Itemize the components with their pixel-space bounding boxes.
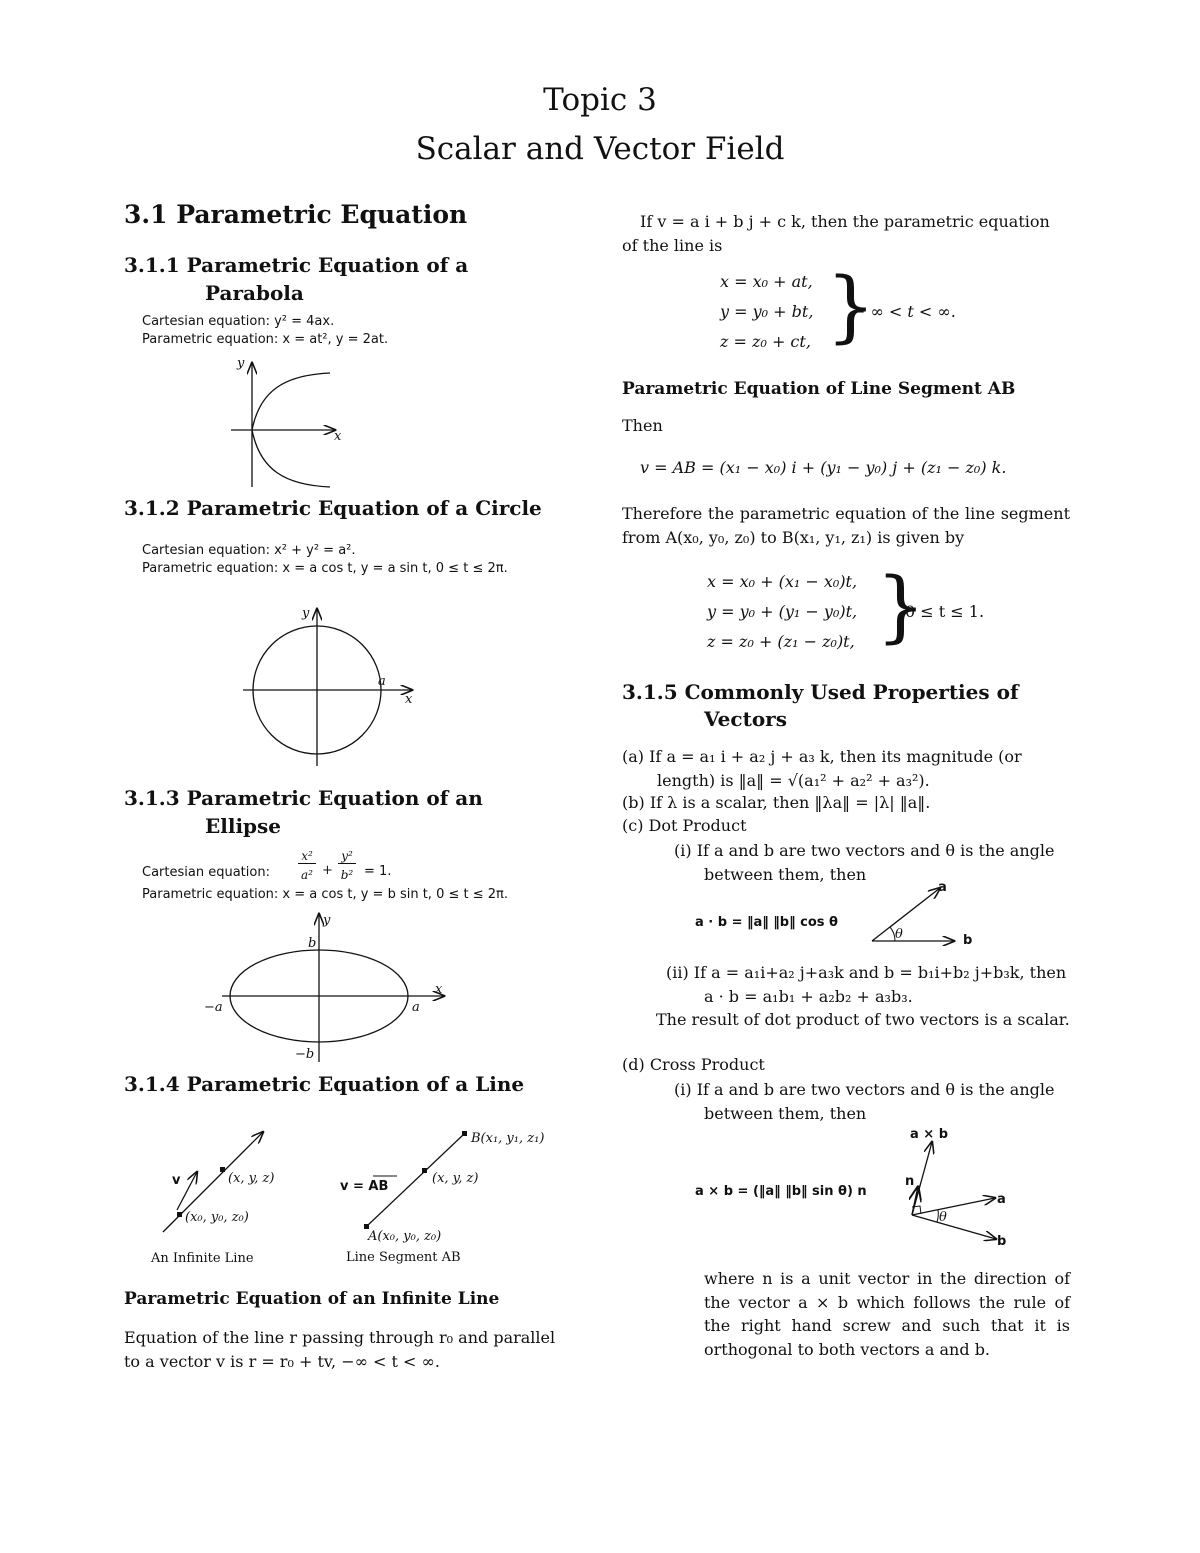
line-figures — [145, 1120, 585, 1270]
subsection-heading-3-1-4: 3.1.4 Parametric Equation of a Line — [124, 1072, 525, 1096]
segment-caption: Line Segment AB — [346, 1250, 461, 1265]
neg-a-label: −a — [204, 1000, 223, 1015]
v-ab-label: v = AB — [340, 1179, 389, 1194]
subsection-heading-3-1-1: 3.1.1 Parametric Equation of a — [124, 253, 469, 277]
item-d: (d) Cross Product — [622, 1055, 765, 1074]
eq-y: y = y₀ + bt, — [720, 302, 814, 321]
x-label: x — [405, 692, 413, 707]
vector-a-arrow — [872, 888, 940, 941]
subsection-heading-3-1-3-cont: Ellipse — [205, 814, 282, 838]
vector-n-arrow — [912, 1187, 918, 1215]
cross-formula: a × b = (‖a‖ ‖b‖ sin θ) n — [695, 1184, 867, 1199]
b-label: b — [308, 936, 317, 951]
subsection-heading-3-1-1-cont: Parabola — [205, 281, 304, 305]
eq-z: z = z₀ + ct, — [720, 332, 811, 351]
seg-range: 0 ≤ t ≤ 1. — [905, 602, 985, 621]
a-label: a — [412, 1000, 420, 1015]
segment-heading: Parametric Equation of Line Segment AB — [622, 379, 1016, 399]
where-text: where n is a unit vector in the direction of the vector a × b which follows the rule of the right hand screw and such that it is orthogonal to both vectors a and b. — [704, 1269, 1070, 1359]
item-c-ii: (ii) If a = a₁i+a₂ j+a₃k and b = b₁i+b₂ j+b₃k, then a · b = a₁b₁ + a₂b₂ + a₃b₃. — [666, 963, 1067, 1006]
point-x0y0z0 — [177, 1212, 182, 1217]
item-c-i: (i) If a and b are two vectors and θ is the angle between them, then — [674, 841, 1055, 884]
page-title: Topic 3 — [543, 82, 657, 118]
vector-a-arrow — [912, 1198, 995, 1215]
dot-formula: a · b = ‖a‖ ‖b‖ cos θ — [695, 915, 838, 930]
v-label: v — [172, 1173, 181, 1188]
circle-parametric: Parametric equation: x = a cos t, y = a sin t, 0 ≤ t ≤ 2π. — [142, 561, 508, 576]
ellipse-parametric: Parametric equation: x = a cos t, y = b sin t, 0 ≤ t ≤ 2π. — [142, 887, 508, 902]
item-a: (a) If a = a₁ i + a₂ j + a₃ k, then its magnitude (or length) is ‖a‖ = √(a₁² + a₂² + a₃²). — [622, 747, 1022, 790]
ellipse-plus: + — [322, 863, 333, 878]
vector-b-arrow — [912, 1215, 996, 1239]
infinite-caption: An Infinite Line — [151, 1251, 254, 1266]
v-ab-equation: v = AB = (x₁ − x₀) i + (y₁ − y₀) j + (z₁ − z₀) k. — [640, 458, 1007, 477]
item-b: (b) If λ is a scalar, then ‖λa‖ = |λ| ‖a‖. — [622, 793, 931, 812]
subsection-heading-3-1-5-cont: Vectors — [704, 707, 787, 731]
cross-product-figure — [900, 1122, 1020, 1247]
x-label: x — [334, 429, 342, 444]
ellipse-equals: = 1. — [364, 864, 392, 879]
dot-a-label: a — [938, 880, 947, 895]
a-label: a — [378, 674, 386, 689]
dot-product-figure — [868, 880, 978, 950]
cross-theta-label: θ — [939, 1210, 947, 1225]
eq-range: − ∞ < t < ∞. — [852, 302, 956, 321]
subsection-heading-3-1-2: 3.1.2 Parametric Equation of a Circle — [124, 496, 542, 520]
cross-b-label: b — [997, 1234, 1007, 1249]
therefore-text: Therefore the parametric equation of the line segment from A(x₀, y₀, z₀) to B(x₁, y₁, z₁) is given by — [622, 504, 1070, 547]
subsection-heading-3-1-5: 3.1.5 Commonly Used Properties of — [622, 680, 1019, 704]
parabola-parametric: Parametric equation: x = at², y = 2at. — [142, 332, 389, 347]
circle-cartesian: Cartesian equation: x² + y² = a². — [142, 543, 356, 558]
seg-eq-z: z = z₀ + (z₁ − z₀)t, — [707, 632, 855, 651]
ellipse-figure — [200, 910, 450, 1065]
infinite-line-heading: Parametric Equation of an Infinite Line — [124, 1289, 500, 1309]
dot-b-label: b — [963, 933, 973, 948]
point-b — [462, 1131, 467, 1136]
page-subtitle: Scalar and Vector Field — [415, 131, 785, 167]
cross-axb-label: a × b — [910, 1127, 949, 1142]
section-heading-3-1: 3.1 Parametric Equation — [124, 200, 468, 229]
eq-x: x = x₀ + at, — [720, 272, 813, 291]
seg-eq-x: x = x₀ + (x₁ − x₀)t, — [707, 572, 858, 591]
cross-a-label: a — [997, 1192, 1006, 1207]
then-text: Then — [622, 416, 663, 435]
point-xyz-seg — [422, 1168, 427, 1173]
a-label: A(x₀, y₀, z₀) — [368, 1229, 442, 1244]
p0-label: (x₀, y₀, z₀) — [185, 1210, 249, 1225]
dot-theta-label: θ — [895, 927, 903, 942]
x-label: x — [435, 982, 443, 997]
parabola-cartesian: Cartesian equation: y² = 4ax. — [142, 314, 335, 329]
point-xyz — [220, 1167, 225, 1172]
item-d-i: (i) If a and b are two vectors and θ is the angle between them, then — [674, 1080, 1055, 1123]
infinite-line-text: Equation of the line r passing through r₀ and parallel to a vector v is r = r₀ + tv, −∞ < t < ∞. — [124, 1328, 556, 1371]
subsection-heading-3-1-3: 3.1.3 Parametric Equation of an — [124, 786, 483, 810]
ellipse-frac2-den: b² — [340, 868, 354, 882]
dot-result-text: The result of dot product of two vectors is a scalar. — [656, 1010, 1070, 1029]
y-label: y — [237, 356, 245, 371]
b-label: B(x₁, y₁, z₁) — [471, 1131, 545, 1146]
brace-1: } — [826, 262, 876, 352]
brace-2: } — [876, 562, 926, 652]
neg-b-label: −b — [295, 1047, 315, 1062]
y-label: y — [323, 913, 331, 928]
ellipse-frac1-num: x² — [298, 849, 316, 864]
item-c: (c) Dot Product — [622, 816, 747, 835]
y-label: y — [302, 606, 310, 621]
line-intro: If v = a i + b j + c k, then the parametric equation of the line is — [622, 212, 1050, 255]
parabola-figure — [225, 355, 355, 490]
circle-figure — [240, 603, 420, 768]
p-seg-label: (x, y, z) — [432, 1171, 479, 1186]
cross-n-label: n — [905, 1174, 915, 1189]
p-label: (x, y, z) — [228, 1171, 275, 1186]
ellipse-frac1-den: a² — [301, 868, 313, 882]
ellipse-cartesian-prefix: Cartesian equation: — [142, 865, 270, 880]
ellipse-frac2-num: y² — [338, 849, 356, 864]
seg-eq-y: y = y₀ + (y₁ − y₀)t, — [707, 602, 858, 621]
